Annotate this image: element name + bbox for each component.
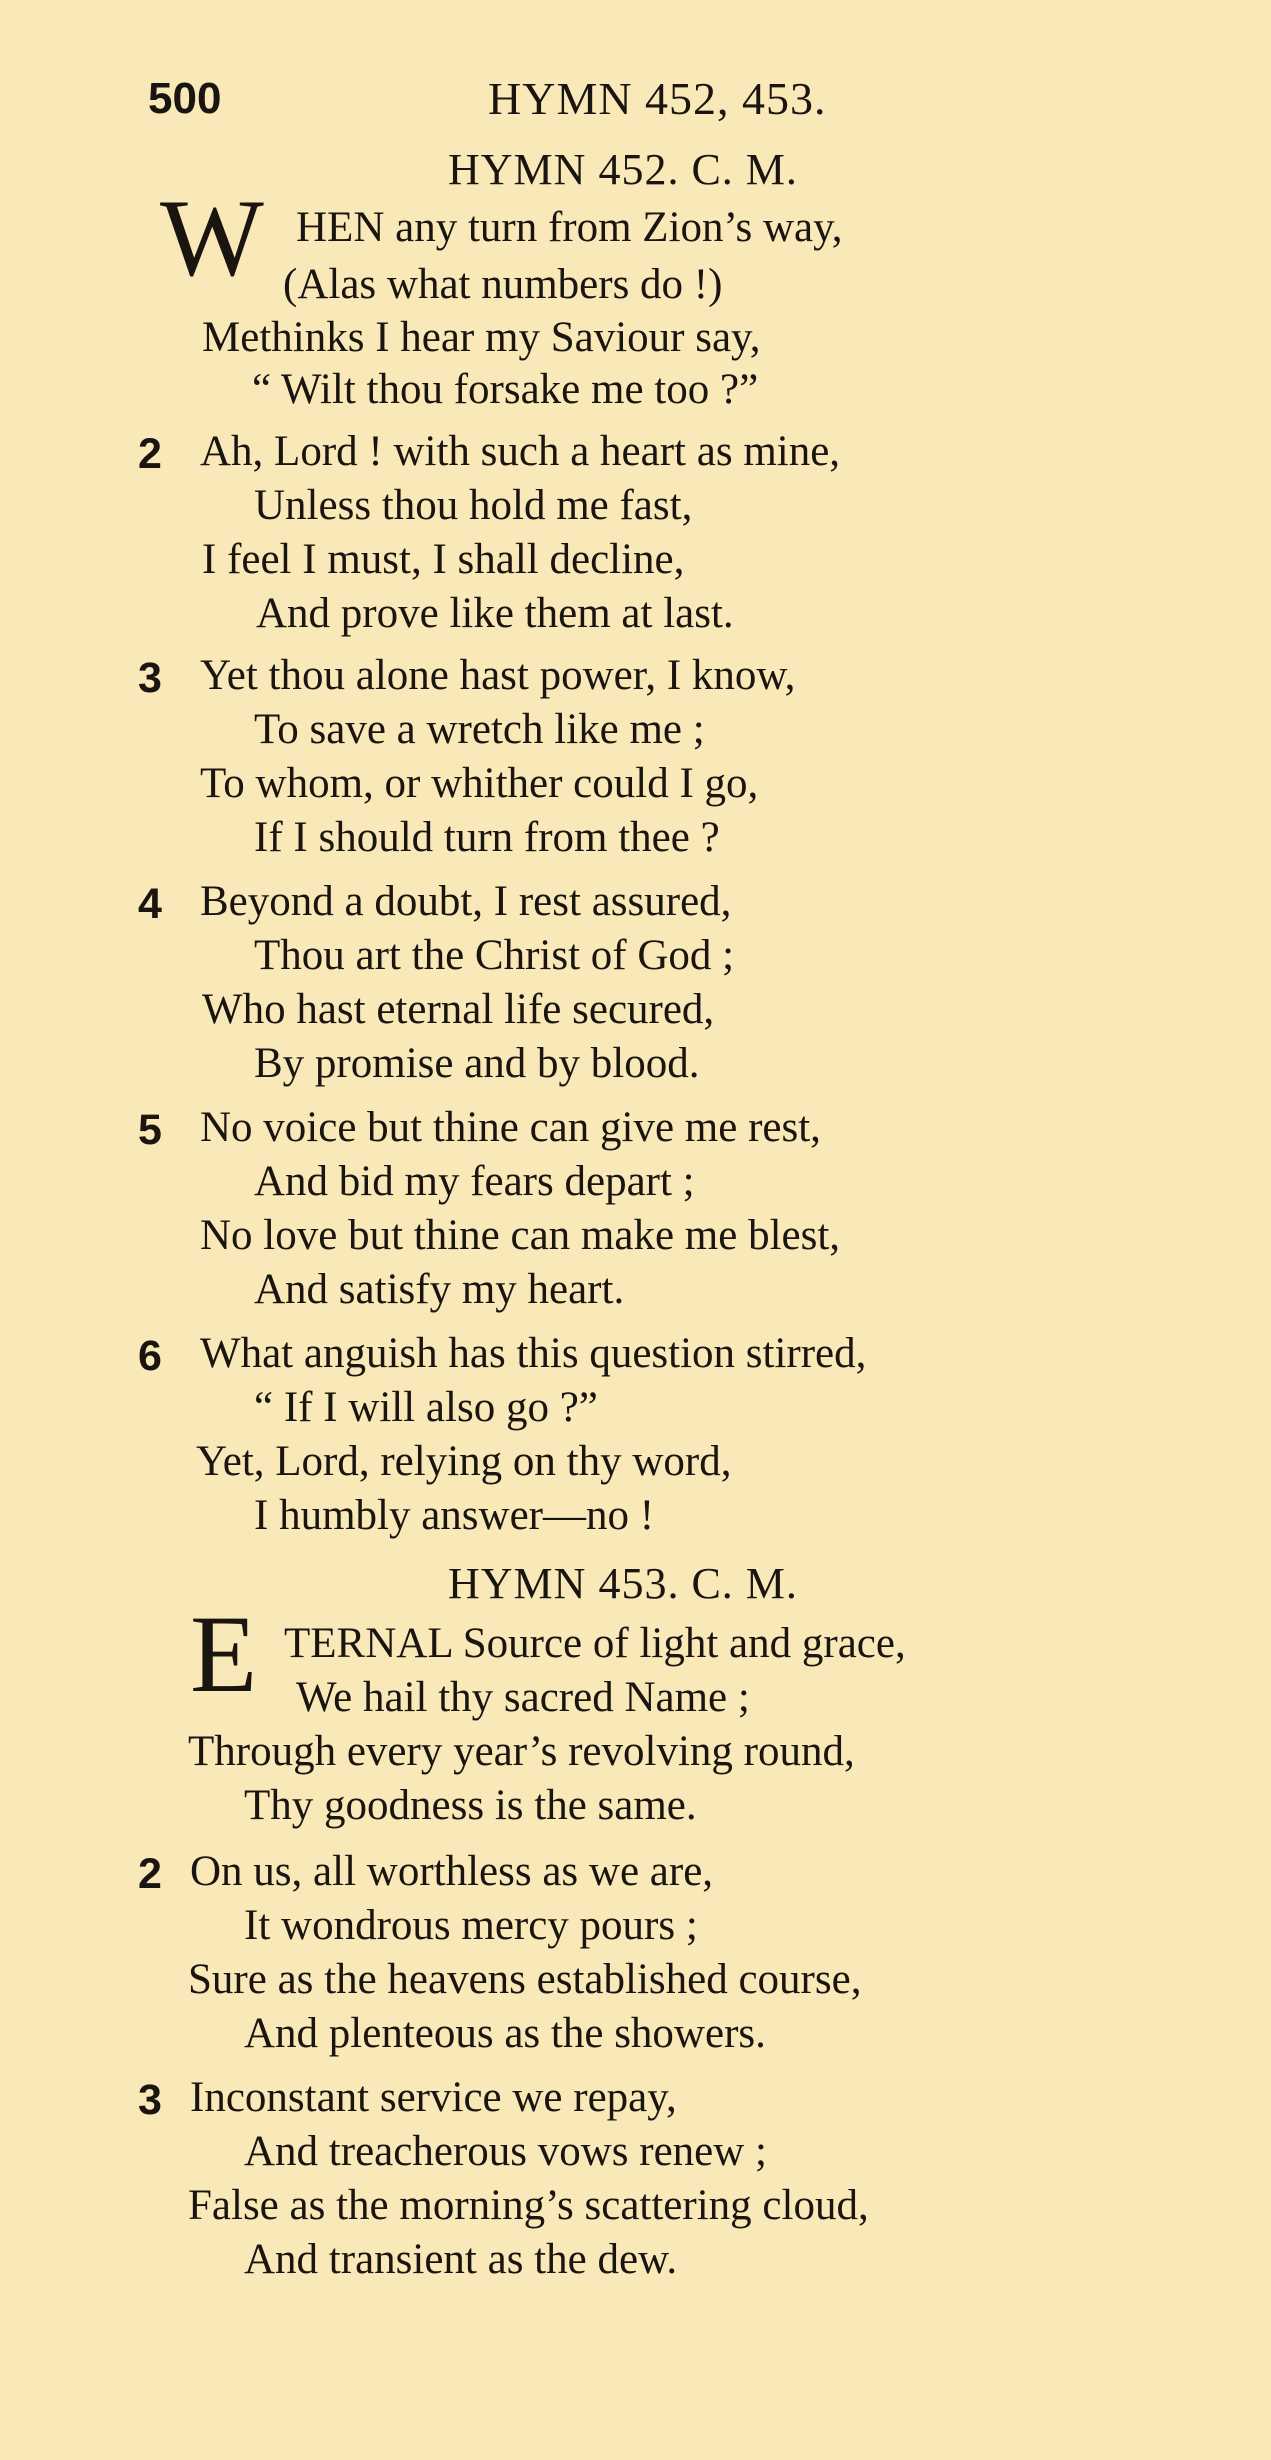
stanza-number: 6: [138, 1332, 162, 1380]
hymn-452-line: And prove like them at last.: [256, 590, 734, 637]
hymn-452-line: Who hast eternal life secured,: [202, 986, 715, 1033]
hymn-452-line: Beyond a doubt, I rest assured,: [200, 878, 732, 925]
hymn-452-line: To save a wretch like me ;: [254, 706, 705, 753]
stanza-number: 3: [138, 654, 162, 702]
stanza-number: 5: [138, 1106, 162, 1154]
hymn-453-line: And transient as the dew.: [244, 2236, 678, 2283]
running-title: HYMN 452, 453.: [488, 73, 827, 124]
hymn-452-line: “ If I will also go ?”: [254, 1384, 598, 1431]
hymn-453-line: Thy goodness is the same.: [244, 1782, 697, 1829]
hymn-453-line: And plenteous as the showers.: [244, 2010, 766, 2057]
hymn-452-line: (Alas what numbers do !): [283, 261, 723, 308]
hymn-452-line: HEN any turn from Zion’s way,: [296, 204, 843, 251]
hymn-452-line: If I should turn from thee ?: [254, 814, 720, 861]
hymn-453-line: Through every year’s revolving round,: [188, 1728, 855, 1775]
hymn-453-heading: HYMN 453. C. M.: [448, 1559, 798, 1608]
hymn-452-line: Yet thou alone hast power, I know,: [200, 652, 796, 699]
hymn-452-line: No voice but thine can give me rest,: [200, 1104, 821, 1151]
hymn-453-line: Inconstant service we repay,: [190, 2074, 677, 2121]
hymn-452-line: I feel I must, I shall decline,: [202, 536, 685, 583]
hymn-452-line: Thou art the Christ of God ;: [254, 932, 735, 979]
stanza-number: 3: [138, 2076, 162, 2124]
hymn-452-line: Yet, Lord, relying on thy word,: [196, 1438, 732, 1485]
stanza-number: 2: [138, 430, 162, 478]
stanza-number: 2: [138, 1850, 162, 1898]
hymn-453-line: And treacherous vows renew ;: [244, 2128, 767, 2175]
hymn-452-line: I humbly answer—no !: [254, 1492, 655, 1539]
hymn-452-line: And bid my fears depart ;: [254, 1158, 695, 1205]
hymn-453-line: Sure as the heavens established course,: [188, 1956, 862, 2003]
drop-cap-e: E: [190, 1593, 258, 1715]
hymn-453-line: On us, all worthless as we are,: [190, 1848, 714, 1895]
page-number: 500: [148, 74, 222, 123]
hymn-453-line: It wondrous mercy pours ;: [244, 1902, 698, 1949]
hymn-453-line: We hail thy sacred Name ;: [296, 1674, 750, 1721]
hymn-452-line: Ah, Lord ! with such a heart as mine,: [200, 428, 841, 475]
hymn-453-line: False as the morning’s scattering cloud,: [188, 2182, 869, 2229]
hymn-452-line: Unless thou hold me fast,: [254, 482, 693, 529]
hymn-452-line: By promise and by blood.: [254, 1040, 700, 1087]
hymn-452-line: “ Wilt thou forsake me too ?”: [252, 366, 759, 413]
drop-cap-w: W: [160, 177, 264, 299]
hymn-452-heading: HYMN 452. C. M.: [448, 145, 798, 194]
stanza-number: 4: [138, 880, 162, 928]
hymn-452-line: Methinks I hear my Saviour say,: [202, 314, 761, 361]
hymn-453-line: TERNAL Source of light and grace,: [284, 1620, 906, 1667]
hymn-452-line: To whom, or whither could I go,: [200, 760, 759, 807]
hymn-452-line: And satisfy my heart.: [254, 1266, 625, 1313]
hymn-452-line: No love but thine can make me blest,: [200, 1212, 841, 1259]
hymn-452-line: What anguish has this question stirred,: [200, 1330, 867, 1377]
